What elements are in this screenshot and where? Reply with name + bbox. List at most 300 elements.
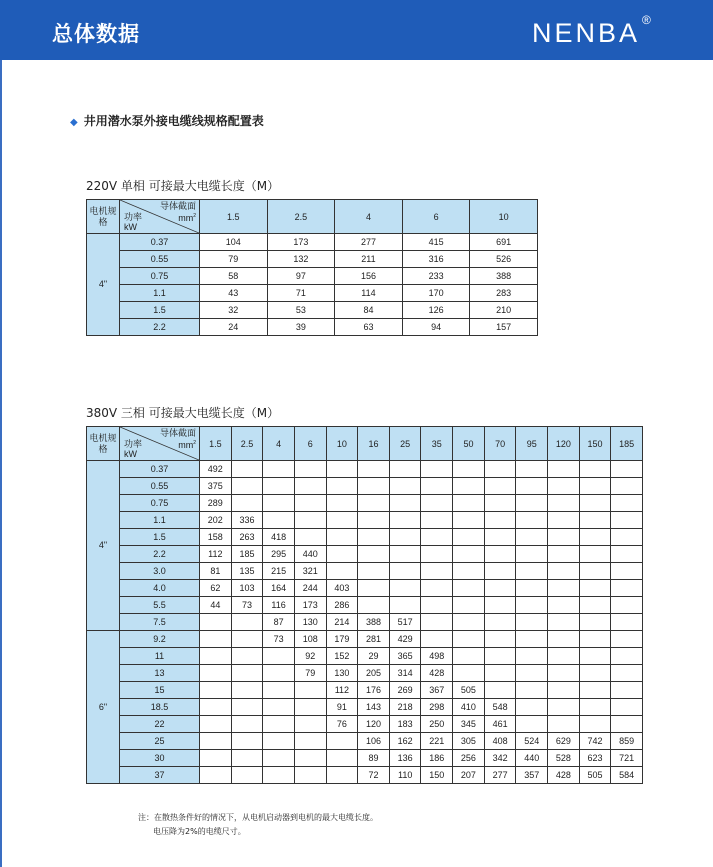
value-cell — [516, 495, 548, 512]
value-cell: 256 — [453, 750, 485, 767]
size-header-cell: 50 — [453, 427, 485, 461]
value-cell — [263, 648, 295, 665]
value-cell: 492 — [200, 461, 232, 478]
value-cell — [548, 478, 580, 495]
value-cell — [200, 665, 232, 682]
value-cell — [548, 631, 580, 648]
table-row — [87, 234, 538, 251]
value-cell — [611, 648, 643, 665]
value-cell: 58 — [200, 268, 268, 285]
power-cell: 3.0 — [120, 563, 200, 580]
value-cell: 517 — [389, 614, 421, 631]
value-cell — [579, 614, 611, 631]
value-cell — [611, 563, 643, 580]
value-cell — [200, 631, 232, 648]
value-cell — [516, 631, 548, 648]
value-cell: 314 — [389, 665, 421, 682]
section-header-label — [160, 201, 196, 223]
value-cell: 73 — [231, 597, 263, 614]
value-cell — [611, 512, 643, 529]
value-cell: 162 — [389, 733, 421, 750]
value-cell: 79 — [294, 665, 326, 682]
value-cell: 440 — [294, 546, 326, 563]
value-cell — [611, 682, 643, 699]
diagonal-header-wrap — [120, 427, 199, 460]
value-cell — [611, 597, 643, 614]
value-cell — [421, 597, 453, 614]
value-cell: 283 — [470, 285, 538, 302]
value-cell — [389, 495, 421, 512]
value-cell: 221 — [421, 733, 453, 750]
value-cell: 428 — [421, 665, 453, 682]
power-label: 功率 — [124, 439, 143, 449]
value-cell — [200, 767, 232, 784]
value-cell: 505 — [453, 682, 485, 699]
value-cell — [579, 563, 611, 580]
size-header-cell: 150 — [579, 427, 611, 461]
value-cell: 164 — [263, 580, 295, 597]
value-cell: 73 — [263, 631, 295, 648]
value-cell — [579, 529, 611, 546]
power-cell: 7.5 — [120, 614, 200, 631]
value-cell: 185 — [231, 546, 263, 563]
value-cell: 388 — [470, 268, 538, 285]
value-cell — [579, 699, 611, 716]
value-cell: 84 — [335, 302, 403, 319]
power-cell: 2.2 — [120, 319, 200, 336]
table-220v — [86, 199, 538, 336]
value-cell — [611, 699, 643, 716]
value-cell: 91 — [326, 699, 358, 716]
table-row — [87, 529, 643, 546]
value-cell — [263, 750, 295, 767]
value-cell — [294, 478, 326, 495]
power-cell: 4.0 — [120, 580, 200, 597]
power-cell: 2.2 — [120, 546, 200, 563]
table-row — [87, 461, 643, 478]
value-cell — [326, 767, 358, 784]
value-cell — [326, 750, 358, 767]
value-cell: 214 — [326, 614, 358, 631]
value-cell: 179 — [326, 631, 358, 648]
value-cell — [200, 648, 232, 665]
value-cell: 92 — [294, 648, 326, 665]
motor-spec-header: 电机规格 — [87, 427, 120, 461]
section-unit-text: mm — [178, 213, 194, 223]
value-cell — [516, 512, 548, 529]
value-cell — [326, 733, 358, 750]
value-cell — [263, 733, 295, 750]
value-cell: 428 — [548, 767, 580, 784]
value-cell — [516, 699, 548, 716]
value-cell — [453, 478, 485, 495]
value-cell — [231, 648, 263, 665]
value-cell — [294, 495, 326, 512]
section-title — [70, 112, 264, 129]
note-line-2: 电压降为2%的电缆尺寸。 — [153, 827, 246, 836]
value-cell — [548, 699, 580, 716]
value-cell — [421, 495, 453, 512]
value-cell — [231, 495, 263, 512]
value-cell: 116 — [263, 597, 295, 614]
value-cell: 233 — [402, 268, 470, 285]
value-cell — [516, 716, 548, 733]
value-cell — [326, 512, 358, 529]
value-cell: 345 — [453, 716, 485, 733]
value-cell — [389, 461, 421, 478]
value-cell — [548, 563, 580, 580]
value-cell — [200, 750, 232, 767]
brand-name: NENBA — [532, 18, 641, 48]
value-cell — [516, 580, 548, 597]
value-cell: 106 — [358, 733, 390, 750]
table-row — [87, 268, 538, 285]
value-cell: 721 — [611, 750, 643, 767]
value-cell: 120 — [358, 716, 390, 733]
value-cell — [611, 614, 643, 631]
power-cell: 11 — [120, 648, 200, 665]
value-cell — [231, 631, 263, 648]
value-cell: 63 — [335, 319, 403, 336]
value-cell — [484, 665, 516, 682]
value-cell — [200, 716, 232, 733]
value-cell: 742 — [579, 733, 611, 750]
value-cell: 210 — [470, 302, 538, 319]
page-header — [0, 0, 713, 60]
value-cell: 859 — [611, 733, 643, 750]
value-cell — [484, 546, 516, 563]
value-cell — [231, 750, 263, 767]
value-cell — [358, 461, 390, 478]
value-cell: 132 — [267, 251, 335, 268]
power-cell: 30 — [120, 750, 200, 767]
value-cell: 110 — [389, 767, 421, 784]
power-cell: 15 — [120, 682, 200, 699]
size-header-cell: 25 — [389, 427, 421, 461]
size-header-cell: 185 — [611, 427, 643, 461]
value-cell — [389, 580, 421, 597]
value-cell — [611, 580, 643, 597]
value-cell — [611, 478, 643, 495]
size-header-cell: 95 — [516, 427, 548, 461]
value-cell — [421, 614, 453, 631]
power-cell: 0.55 — [120, 478, 200, 495]
value-cell — [611, 461, 643, 478]
value-cell: 623 — [579, 750, 611, 767]
power-cell: 9.2 — [120, 631, 200, 648]
power-cell: 1.1 — [120, 512, 200, 529]
value-cell — [200, 733, 232, 750]
value-cell — [484, 495, 516, 512]
value-cell — [516, 563, 548, 580]
value-cell — [389, 546, 421, 563]
value-cell — [421, 529, 453, 546]
value-cell: 528 — [548, 750, 580, 767]
size-header-cell: 10 — [326, 427, 358, 461]
value-cell — [326, 529, 358, 546]
value-cell: 277 — [484, 767, 516, 784]
value-cell — [421, 631, 453, 648]
value-cell — [421, 461, 453, 478]
value-cell — [516, 665, 548, 682]
value-cell — [611, 716, 643, 733]
value-cell — [548, 716, 580, 733]
value-cell — [453, 665, 485, 682]
value-cell — [263, 495, 295, 512]
value-cell — [231, 614, 263, 631]
value-cell — [611, 665, 643, 682]
value-cell: 183 — [389, 716, 421, 733]
value-cell: 263 — [231, 529, 263, 546]
value-cell — [453, 563, 485, 580]
value-cell: 691 — [470, 234, 538, 251]
value-cell — [231, 682, 263, 699]
motor-size-cell: 4" — [87, 461, 120, 631]
diagonal-header-wrap — [120, 200, 199, 233]
size-header-cell: 2.5 — [267, 200, 335, 234]
value-cell: 104 — [200, 234, 268, 251]
value-cell: 87 — [263, 614, 295, 631]
table-row — [87, 716, 643, 733]
value-cell: 342 — [484, 750, 516, 767]
value-cell — [453, 512, 485, 529]
value-cell: 215 — [263, 563, 295, 580]
value-cell — [453, 546, 485, 563]
value-cell: 186 — [421, 750, 453, 767]
value-cell: 97 — [267, 268, 335, 285]
diagonal-header-cell — [120, 200, 200, 234]
value-cell: 135 — [231, 563, 263, 580]
value-cell — [579, 631, 611, 648]
value-cell — [453, 461, 485, 478]
value-cell: 143 — [358, 699, 390, 716]
value-cell: 32 — [200, 302, 268, 319]
diamond-bullet-icon: ◆ — [70, 117, 78, 128]
value-cell — [358, 563, 390, 580]
value-cell — [294, 529, 326, 546]
table-row — [87, 682, 643, 699]
value-cell — [358, 529, 390, 546]
value-cell — [326, 495, 358, 512]
value-cell: 418 — [263, 529, 295, 546]
power-cell: 0.37 — [120, 461, 200, 478]
value-cell — [453, 580, 485, 597]
section-label: 导体截面 — [159, 428, 196, 438]
value-cell: 316 — [402, 251, 470, 268]
value-cell — [389, 563, 421, 580]
value-cell: 89 — [358, 750, 390, 767]
value-cell — [611, 631, 643, 648]
value-cell — [548, 597, 580, 614]
power-cell: 1.5 — [120, 302, 200, 319]
value-cell: 281 — [358, 631, 390, 648]
power-cell: 37 — [120, 767, 200, 784]
value-cell — [231, 767, 263, 784]
value-cell: 173 — [267, 234, 335, 251]
value-cell — [326, 563, 358, 580]
value-cell: 286 — [326, 597, 358, 614]
table-row — [87, 699, 643, 716]
value-cell — [263, 699, 295, 716]
value-cell — [421, 563, 453, 580]
value-cell — [231, 699, 263, 716]
value-cell — [516, 546, 548, 563]
value-cell — [579, 478, 611, 495]
value-cell — [231, 665, 263, 682]
value-cell — [453, 614, 485, 631]
power-cell: 5.5 — [120, 597, 200, 614]
value-cell — [516, 478, 548, 495]
value-cell: 170 — [402, 285, 470, 302]
value-cell: 39 — [267, 319, 335, 336]
value-cell: 205 — [358, 665, 390, 682]
size-header-cell: 120 — [548, 427, 580, 461]
size-header-cell: 6 — [294, 427, 326, 461]
value-cell — [516, 461, 548, 478]
value-cell — [389, 512, 421, 529]
power-cell: 18.5 — [120, 699, 200, 716]
value-cell — [294, 699, 326, 716]
value-cell — [548, 665, 580, 682]
power-cell: 0.75 — [120, 495, 200, 512]
value-cell — [579, 495, 611, 512]
value-cell — [484, 648, 516, 665]
value-cell — [294, 750, 326, 767]
value-cell — [200, 699, 232, 716]
table1-title: 220V 单相 可接最大电缆长度（M） — [86, 179, 280, 193]
value-cell: 103 — [231, 580, 263, 597]
table-row — [87, 648, 643, 665]
value-cell — [516, 614, 548, 631]
table-row — [87, 495, 643, 512]
value-cell — [484, 682, 516, 699]
value-cell: 295 — [263, 546, 295, 563]
power-label: 功率 — [124, 212, 143, 222]
value-cell: 112 — [326, 682, 358, 699]
table-row — [87, 614, 643, 631]
power-unit: kW — [124, 449, 137, 459]
value-cell — [421, 580, 453, 597]
section-title-text: 井用潜水泵外接电缆线规格配置表 — [83, 114, 264, 128]
value-cell — [358, 597, 390, 614]
value-cell — [579, 716, 611, 733]
value-cell: 112 — [200, 546, 232, 563]
value-cell: 277 — [335, 234, 403, 251]
value-cell — [421, 478, 453, 495]
size-header-cell: 16 — [358, 427, 390, 461]
value-cell — [484, 512, 516, 529]
value-cell: 403 — [326, 580, 358, 597]
header-row — [87, 427, 643, 461]
value-cell: 584 — [611, 767, 643, 784]
value-cell: 53 — [267, 302, 335, 319]
value-cell — [516, 597, 548, 614]
value-cell: 218 — [389, 699, 421, 716]
value-cell: 629 — [548, 733, 580, 750]
size-header-cell: 1.5 — [200, 427, 232, 461]
value-cell: 71 — [267, 285, 335, 302]
value-cell: 461 — [484, 716, 516, 733]
power-header-label — [124, 439, 142, 459]
table-row — [87, 767, 643, 784]
power-unit: kW — [124, 222, 137, 232]
value-cell: 367 — [421, 682, 453, 699]
registered-mark: ® — [642, 13, 651, 27]
value-cell: 357 — [516, 767, 548, 784]
value-cell — [294, 512, 326, 529]
value-cell — [231, 733, 263, 750]
power-cell: 0.75 — [120, 268, 200, 285]
power-cell: 1.1 — [120, 285, 200, 302]
table-row — [87, 631, 643, 648]
value-cell: 505 — [579, 767, 611, 784]
value-cell: 410 — [453, 699, 485, 716]
value-cell: 157 — [470, 319, 538, 336]
value-cell — [294, 682, 326, 699]
value-cell — [579, 665, 611, 682]
value-cell: 114 — [335, 285, 403, 302]
value-cell — [389, 529, 421, 546]
value-cell — [484, 631, 516, 648]
section-unit-sup: 2 — [193, 213, 196, 219]
value-cell: 365 — [389, 648, 421, 665]
header-row — [87, 200, 538, 234]
value-cell: 440 — [516, 750, 548, 767]
value-cell — [263, 512, 295, 529]
value-cell — [453, 529, 485, 546]
value-cell — [453, 648, 485, 665]
value-cell — [326, 461, 358, 478]
motor-size-cell: 6" — [87, 631, 120, 784]
value-cell: 152 — [326, 648, 358, 665]
value-cell — [294, 461, 326, 478]
value-cell — [231, 478, 263, 495]
section-unit-sup: 2 — [193, 440, 196, 446]
power-cell: 22 — [120, 716, 200, 733]
value-cell — [484, 461, 516, 478]
value-cell: 336 — [231, 512, 263, 529]
value-cell: 130 — [294, 614, 326, 631]
value-cell — [548, 495, 580, 512]
diagonal-header-cell — [120, 427, 200, 461]
value-cell — [579, 648, 611, 665]
power-cell: 1.5 — [120, 529, 200, 546]
value-cell: 173 — [294, 597, 326, 614]
value-cell — [579, 682, 611, 699]
motor-spec-header: 电机规格 — [87, 200, 120, 234]
value-cell: 526 — [470, 251, 538, 268]
value-cell — [389, 597, 421, 614]
value-cell — [516, 648, 548, 665]
table-row — [87, 512, 643, 529]
table-row — [87, 478, 643, 495]
value-cell — [484, 529, 516, 546]
table-row — [87, 251, 538, 268]
value-cell: 498 — [421, 648, 453, 665]
value-cell: 289 — [200, 495, 232, 512]
section-header-label — [160, 428, 196, 450]
value-cell — [263, 716, 295, 733]
value-cell — [421, 546, 453, 563]
size-header-cell: 35 — [421, 427, 453, 461]
table-row — [87, 563, 643, 580]
value-cell — [484, 478, 516, 495]
value-cell — [389, 478, 421, 495]
value-cell — [358, 580, 390, 597]
value-cell: 94 — [402, 319, 470, 336]
value-cell — [453, 597, 485, 614]
value-cell: 81 — [200, 563, 232, 580]
